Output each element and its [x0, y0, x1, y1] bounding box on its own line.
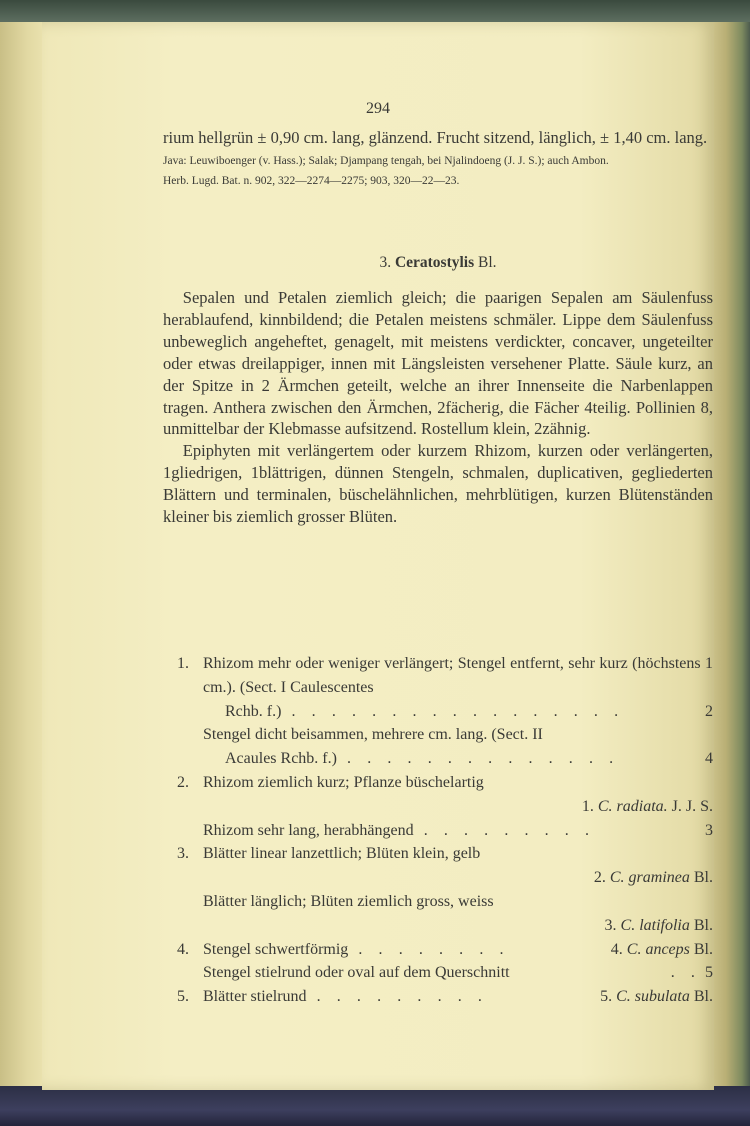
key-lead-2b [163, 819, 713, 843]
key-lead-1b [163, 723, 713, 771]
identification-key [163, 652, 713, 1009]
species-name: C. radiata. [597, 797, 668, 815]
book-page [42, 22, 714, 1090]
book-cover-top [0, 0, 750, 22]
key-result: 5. C. subulata Bl. [600, 988, 713, 1006]
key-text: Stengel dicht beisammen, mehrere cm. lang. (Sect. II [203, 726, 543, 744]
key-number: 3. [177, 845, 189, 863]
key-text: Blätter länglich; Blüten ziemlich gross, weiss [203, 892, 494, 910]
species-name: C. subulata [616, 988, 690, 1006]
key-lead-3b [163, 890, 713, 938]
species-name: C. latifolia [620, 916, 690, 934]
key-result: 1. C. radiata. J. J. S. [581, 797, 713, 815]
page-stack-left [0, 22, 46, 1092]
key-lead-3a [163, 842, 713, 890]
description-paragraph-2: Epiphyten mit verlängertem oder kurzem Rhizom, kurzen oder verlängerten, 1gliedrigen, 1blättrigen, dünnen Stengeln, schmalen, duplicativen, gegliederten Blättern und terminalen, büschelähnlichen, mehrblütigen, kurzen Blütenständen kleiner bis ziemlich grosser Blüten. [163, 441, 713, 527]
page-number: 294 [366, 100, 390, 117]
key-lead-5a [163, 985, 713, 1009]
key-text: Stengel stielrund oder oval auf dem Querschnitt . . 5 [203, 964, 713, 982]
intro-text: rium hellgrün ± 0,90 cm. lang, glänzend. Frucht sitzend, länglich, ± 1,40 cm. lang. [163, 128, 708, 147]
distribution-text: Java: Leuwiboenger (v. Hass.); Salak; Djampang tengah, bei Njalindoeng (J. J. S.); auch Ambon. [163, 155, 609, 167]
key-result: 4. C. anceps Bl. [610, 940, 713, 958]
description-paragraph-1: Sepalen und Petalen ziemlich gleich; die paarigen Sepalen am Säulenfuss herablaufend, kinnbildend; die Petalen meistens schmäler. Lippe dem Säulenfuss unbeweglich angeheftet, genagelt, mit meistens verdickter, concaver, ungeteilter oder etwas dreilappiger, innen mit Längsleisten versehener Platte. Säule kurz, an der Spitze in 2 Ärmchen geteilt, welche an ihrer Innenseite die Narbenlappen tragen. Anthera zwischen den Ärmchen, 2fächerig, die Fächer 4teilig. Pollinien 8, unmittelbar der Klebmasse aufsitzend. Rostellum klein, 2zähnig. [163, 288, 713, 439]
key-text: Rhizom ziemlich kurz; Pflanze büschelartig [203, 773, 484, 791]
book-cover-bottom [0, 1086, 750, 1126]
genus-heading [163, 254, 713, 272]
key-text: Rhizom mehr oder weniger verlängert; Stengel entfernt, sehr kurz (höchstens 1 cm.). (Sect. I Caulescentes [203, 655, 713, 696]
key-number: 5. [177, 988, 189, 1006]
key-number: 4. [177, 940, 189, 958]
page-stack-right [710, 22, 750, 1092]
species-name: C. graminea [609, 869, 690, 887]
herbarium-text: Herb. Lugd. Bat. n. 902, 322—2274—2275; 903, 320—22—23. [163, 175, 460, 187]
key-lead-2a [163, 771, 713, 819]
genus-name: Ceratostylis [394, 254, 475, 271]
key-text-continued: Rchb. f.) . . . . . . . . . . . . . . . . . 2 [225, 702, 713, 720]
genus-number: 3. [379, 254, 392, 271]
key-lead-4a [163, 938, 713, 962]
key-result: 2. C. graminea Bl. [593, 869, 713, 887]
key-text: Blätter stielrund . . . . . . . . . 5. C. subulata Bl. [163, 985, 713, 1009]
key-number: 1. [177, 655, 189, 672]
intro-block [163, 126, 713, 189]
key-text-continued: Acaules Rchb. f.) . . . . . . . . . . . . . . 4 [225, 750, 713, 768]
key-text: Stengel schwertförmig . . . . . . . . 4. C. anceps Bl. [163, 938, 713, 962]
key-lead-4b [163, 961, 713, 985]
description-block [163, 287, 713, 528]
key-lead-1a [163, 652, 713, 723]
key-result: 3. C. latifolia Bl. [604, 916, 713, 934]
key-text: Blätter linear lanzettlich; Blüten klein, gelb [203, 845, 481, 863]
key-number: 2. [177, 773, 189, 791]
key-text: Rhizom sehr lang, herabhängend . . . . . . . . . 3 [203, 821, 713, 839]
genus-author: Bl. [478, 254, 497, 271]
species-name: C. anceps [626, 940, 690, 958]
